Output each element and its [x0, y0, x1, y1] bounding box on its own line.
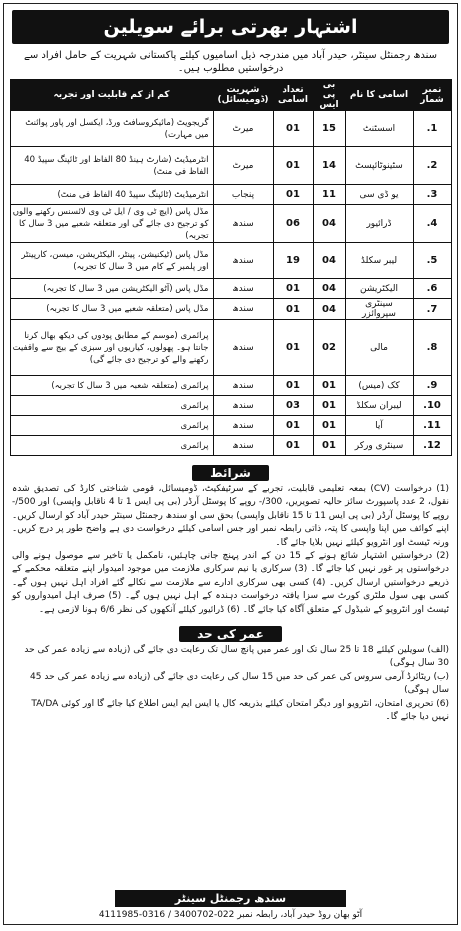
cell-domicile: پنجاب — [213, 185, 273, 205]
cell-domicile: سندھ — [213, 243, 273, 279]
cell-domicile: سندھ — [213, 299, 273, 320]
cell-bps: 04 — [313, 279, 345, 299]
cell-bps: 04 — [313, 299, 345, 320]
col-header-post: اسامی کا نام — [345, 80, 413, 111]
cell-count: 01 — [273, 376, 313, 396]
table-row — [10, 396, 451, 416]
cell-domicile: سندھ — [213, 376, 273, 396]
cell-post: اسسٹنٹ — [345, 111, 413, 147]
intro-text: سندھ رجمنٹل سینٹر، حیدر آباد میں مندرجہ ذیل اسامیوں کیلئے پاکستانی شہریت کے حامل افراد سے درخواستیں مطلوب ہیں۔ — [24, 50, 437, 74]
cell-sno: 6. — [413, 279, 451, 299]
cell-qualification: مڈل پاس (آٹو الیکٹریشن میں 3 سال کا تجربہ) — [10, 279, 213, 299]
age-item: (6) تحریری امتحان، انٹرویو اور دیگر امتحان کیلئے بذریعہ کال یا ایس ایم ایس اطلاع کیا جائے گا اور کوئی TA/DA نہیں دیا جائے گا۔ — [31, 698, 449, 723]
condition-item: (2) درخواستیں اشتہار شائع ہونے کے 15 دن کے اندر پہنچ جانی چاہئیں، نامکمل یا تاخیر سے موصول ہونے والی درخواستوں پر غور نہیں کیا جائے گا۔ (3) سرکاری یا نیم سرکاری ملازمت میں موجود امیدوار اپنے متعلقہ محکمے کے ذریعے درخواستیں ارسال کریں۔ (4) کسی بھی سرکاری ادارے سے ملازمت سے نکالے گئے افراد اہل نہیں ہوں گے۔ کسی بھی سول ملٹری کورٹ سے سزا یافتہ درخواست دہندہ کے اہل نہیں ہوں گے۔ (5) صرف اہل امیدواروں کو ٹیسٹ اور انٹرویو کے شیڈول کے متعلق آگاہ کیا جائے گا۔ (6) ڈرائیور کیلئے آنکھوں کی نظر 6/6 ہونا لازمی ہے۔ — [12, 551, 450, 615]
table-header-row — [10, 80, 451, 111]
cell-domicile: سندھ — [213, 436, 273, 456]
cell-post: مالی — [345, 320, 413, 376]
cell-domicile: سندھ — [213, 279, 273, 299]
cell-qualification: مڈل پاس (متعلقہ شعبے میں 3 سال کا تجربہ) — [10, 299, 213, 320]
cell-post: یو ڈی سی — [345, 185, 413, 205]
cell-domicile: میرٹ — [213, 111, 273, 147]
age-item: (ب) ریٹائرڈ آرمی سروس کی عمر کی حد میں 15 سال کی رعایت دی جائے گی (زیادہ سے زیادہ عمر کی حد 45 سال ہوگی) — [30, 671, 449, 696]
cell-bps: 04 — [313, 205, 345, 243]
cell-bps: 01 — [313, 436, 345, 456]
cell-count: 01 — [273, 299, 313, 320]
cell-qualification: انٹرمیڈیٹ (ٹائپنگ سپیڈ 40 الفاظ فی منٹ) — [10, 185, 213, 205]
cell-sno: 11. — [413, 416, 451, 436]
table-row — [10, 416, 451, 436]
cell-count: 19 — [273, 243, 313, 279]
cell-qualification: پرائمری (متعلقہ شعبہ میں 3 سال کا تجربہ) — [10, 376, 213, 396]
table-row — [10, 205, 451, 243]
cell-post: کک (میس) — [345, 376, 413, 396]
conditions-list — [12, 483, 449, 617]
cell-post: لیبران سکلڈ — [345, 396, 413, 416]
cell-qualification: گریجویٹ (مائیکروسافٹ ورڈ، ایکسل اور پاور پوائنٹ میں مہارت) — [10, 111, 213, 147]
cell-domicile: سندھ — [213, 396, 273, 416]
cell-count: 01 — [273, 436, 313, 456]
cell-sno: 10. — [413, 396, 451, 416]
cell-qualification: پرائمری — [10, 396, 213, 416]
condition-item: (1) درخواست (CV) بمعہ تعلیمی قابلیت، تجربے کے سرٹیفکیٹ، ڈومیسائل، قومی شناختی کارڈ کی تصدیق شدہ نقول، 2 عدد پاسپورٹ سائز حالیہ تصویریں، 300/- روپے کا پوسٹل آرڈر (بی پی ایس 1 تا 4 ناقابل واپسی) اور 500/- روپے کا پوسٹل آرڈر (بی پی ایس 11 تا 15 ناقابل واپسی) بحق سی او سندھ رجمنٹل سینٹر حیدر آباد کو ارسال کریں۔ اپنے کوائف میں اپنا واپسی کا پتہ، ذاتی رابطہ نمبر اور جس اسامی کیلئے درخواست دی ہے واضح طور پر درج کریں۔ ورنہ ٹیسٹ اور انٹرویو کیلئے نہیں بلایا جائے گا۔ — [12, 484, 449, 548]
cell-sno: 8. — [413, 320, 451, 376]
table-row — [10, 111, 451, 147]
footer — [4, 887, 457, 920]
cell-sno: 4. — [413, 205, 451, 243]
age-limit-list — [12, 644, 449, 724]
cell-count: 06 — [273, 205, 313, 243]
cell-sno: 3. — [413, 185, 451, 205]
col-header-sno: نمبر شمار — [413, 80, 451, 111]
table-body — [10, 111, 451, 456]
cell-post: سٹینوٹائپسٹ — [345, 147, 413, 185]
table-row — [10, 376, 451, 396]
cell-qualification: پرائمری — [10, 436, 213, 456]
cell-sno: 1. — [413, 111, 451, 147]
cell-sno: 12. — [413, 436, 451, 456]
age-heading: عمر کی حد — [179, 626, 282, 642]
cell-post: سینٹری سپروائزر — [345, 299, 413, 320]
col-header-domicile: شہریت (ڈومیسائل) — [213, 80, 273, 111]
cell-post: آیا — [345, 416, 413, 436]
conditions-heading: شرائط — [192, 465, 269, 481]
table-row — [10, 147, 451, 185]
cell-count: 01 — [273, 320, 313, 376]
col-header-count: تعداد اسامی — [273, 80, 313, 111]
cell-count: 01 — [273, 279, 313, 299]
cell-post: الیکٹریشن — [345, 279, 413, 299]
cell-sno: 9. — [413, 376, 451, 396]
table-row — [10, 299, 451, 320]
cell-domicile: سندھ — [213, 205, 273, 243]
cell-bps: 15 — [313, 111, 345, 147]
vacancies-table — [10, 79, 452, 456]
cell-bps: 14 — [313, 147, 345, 185]
cell-count: 03 — [273, 396, 313, 416]
cell-domicile: سندھ — [213, 416, 273, 436]
table-row — [10, 320, 451, 376]
cell-sno: 5. — [413, 243, 451, 279]
cell-bps: 04 — [313, 243, 345, 279]
cell-post: سینٹری ورکر — [345, 436, 413, 456]
cell-sno: 2. — [413, 147, 451, 185]
cell-post: لیبر سکلڈ — [345, 243, 413, 279]
cell-count: 01 — [273, 147, 313, 185]
cell-count: 01 — [273, 185, 313, 205]
organization-name: سندھ رجمنٹل سینٹر — [115, 890, 346, 907]
age-item: (الف) سویلین کیلئے 18 تا 25 سال تک اور عمر میں پانچ سال تک رعایت دی جائے گی (زیادہ سے زیادہ عمر کی حد 30 سال ہوگی) — [24, 645, 449, 669]
cell-domicile: میرٹ — [213, 147, 273, 185]
cell-bps: 01 — [313, 396, 345, 416]
cell-bps: 02 — [313, 320, 345, 376]
ad-title: اشتہار بھرتی برائے سویلین — [12, 10, 449, 44]
table-row — [10, 436, 451, 456]
cell-post: ڈرائیور — [345, 205, 413, 243]
cell-bps: 01 — [313, 416, 345, 436]
cell-domicile: سندھ — [213, 320, 273, 376]
table-row — [10, 243, 451, 279]
cell-qualification: انٹرمیڈیٹ (شارٹ ہینڈ 80 الفاظ اور ٹائپنگ سپیڈ 40 الفاظ فی منٹ) — [10, 147, 213, 185]
cell-qualification: پرائمری — [10, 416, 213, 436]
conditions-heading-wrap — [4, 462, 457, 481]
table-row — [10, 279, 451, 299]
cell-qualification: پرائمری (موسم کے مطابق پودوں کی دیکھ بھال کرنا جانتا ہو۔ پھولوں، کیاریوں اور سبزی کے بیج سے واقفیت رکھنے والے کو ترجیح دی جائے گی) — [10, 320, 213, 376]
table-row — [10, 185, 451, 205]
cell-count: 01 — [273, 111, 313, 147]
cell-count: 01 — [273, 416, 313, 436]
col-header-bps: بی پی ایس — [313, 80, 345, 111]
contact-address: آٹو بھان روڈ حیدر آباد، رابطہ نمبر 022-3400702 / 0316-4111985 — [98, 910, 363, 920]
cell-bps: 01 — [313, 376, 345, 396]
cell-qualification: مڈل پاس (ایچ ٹی وی / ایل ٹی وی لائسنس رکھنے والوں کو ترجیح دی جائے گی اور متعلقہ شعبے میں 3 سال کا تجربہ) — [10, 205, 213, 243]
cell-qualification: مڈل پاس (ٹیکنیشن، پینٹر، الیکٹریشن، میسن، کارپینٹر اور پلمبر کے کام میں 3 سال کا تجربہ) — [10, 243, 213, 279]
col-header-qualification: کم از کم قابلیت اور تجربہ — [10, 80, 213, 111]
cell-sno: 7. — [413, 299, 451, 320]
age-heading-wrap — [4, 623, 457, 642]
advertisement-page — [3, 3, 458, 925]
cell-bps: 11 — [313, 185, 345, 205]
